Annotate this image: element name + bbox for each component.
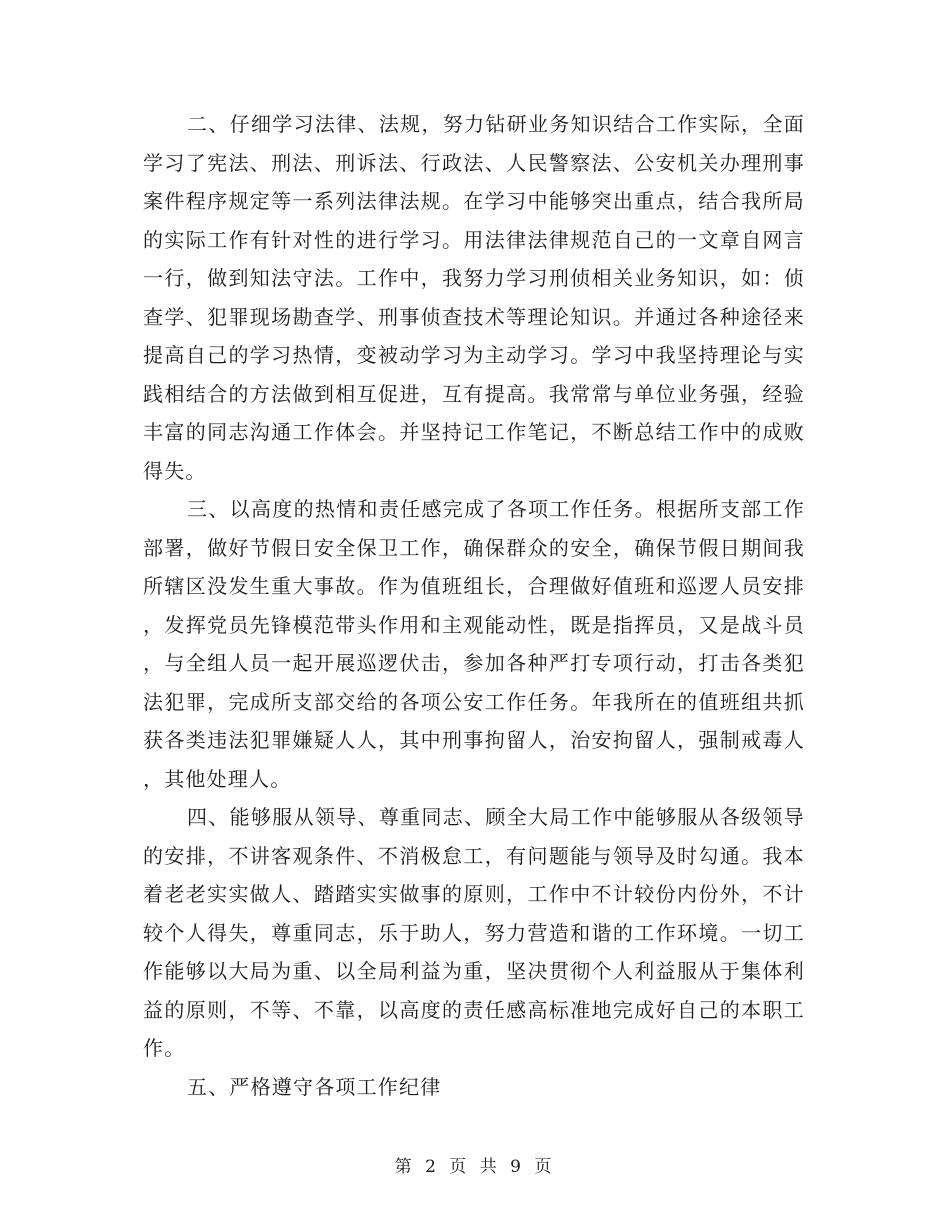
paragraph-section-3: 三、以高度的热情和责任感完成了各项工作任务。根据所支部工作部署，做好节假日安全保卫工作，确保群众的安全，确保节假日期间我所辖区没发生重大事故。作为值班组长，合理做好值班和巡逻人员安排，发挥党员先锋模范带头作用和主观能动性，既是指挥员，又是战斗员，与全组人员一起开展巡逻伏击，参加各种严打专项行动，打击各类犯法犯罪，完成所支部交给的各项公安工作任务。年我所在的值班组共抓获各类违法犯罪嫌疑人人，其中刑事拘留人，治安拘留人，强制戒毒人，其他处理人。 [143, 497, 805, 791]
document-body [143, 105, 805, 1106]
paragraph-section-4: 四、能够服从领导、尊重同志、顾全大局工作中能够服从各级领导的安排，不讲客观条件、不消极怠工，有问题能与领导及时勾通。我本着老老实实做人、踏踏实实做事的原则，工作中不计较份内份外，不计较个人得失，尊重同志，乐于助人，努力营造和谐的工作环境。一切工作能够以大局为重、以全局利益为重，坚决贯彻个人利益服从于集体利益的原则，不等、不靠，以高度的责任感高标准地完成好自己的本职工作。 [143, 805, 805, 1060]
paragraph-section-2: 二、仔细学习法律、法规，努力钻研业务知识结合工作实际，全面学习了宪法、刑法、刑诉法、行政法、人民警察法、公安机关办理刑事案件程序规定等一系列法律法规。在学习中能够突出重点，结合我所局的实际工作有针对性的进行学习。用法律法律规范自己的一文章自网言一行，做到知法守法。工作中，我努力学习刑侦相关业务知识，如：侦查学、犯罪现场勘查学、刑事侦查技术等理论知识。并通过各种途径来提高自己的学习热情，变被动学习为主动学习。学习中我坚持理论与实践相结合的方法做到相互促进，互有提高。我常常与单位业务强，经验丰富的同志沟通工作体会。并坚持记工作笔记，不断总结工作中的成败得失。 [143, 112, 805, 483]
page-number-footer: 第 2 页 共 9 页 [394, 1157, 556, 1177]
paragraph-section-5: 五、严格遵守各项工作纪律 [187, 1074, 442, 1099]
